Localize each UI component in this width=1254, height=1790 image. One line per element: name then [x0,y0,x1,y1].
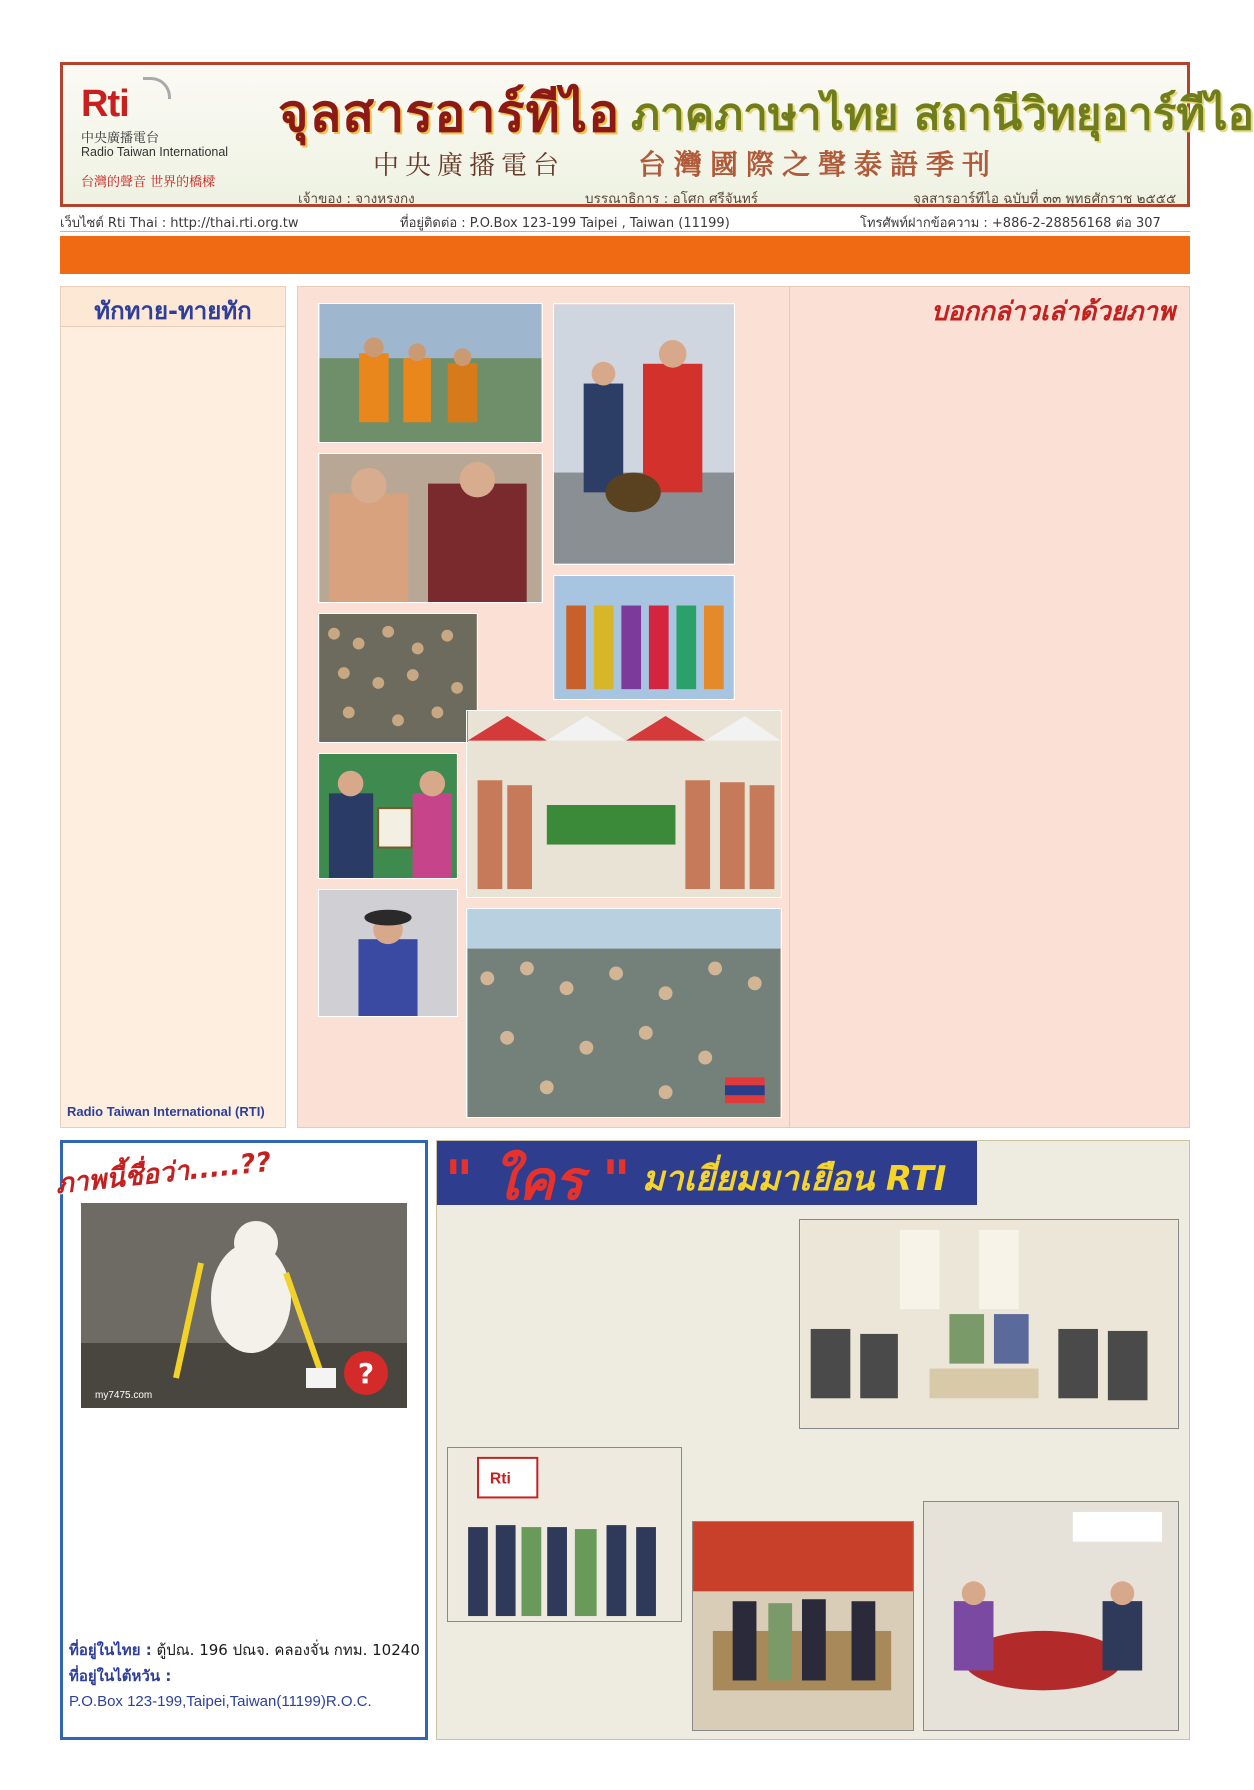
dog-with-broom-photo [81,1203,407,1408]
visitors-heading-quote: " ใคร " [445,1149,631,1212]
issue-label: จุลสารอาร์ทีไอ ฉบับที่ ๓๓ พุทธศักราช ๒๕๕๕ [913,191,1177,207]
photo-certificate [318,753,458,879]
photo-gong-ceremony [553,303,735,565]
editor-label: บรรณาธิการ : อโศก ศรีจันทร์ [585,191,759,207]
photo-watermark: my7475.com [95,1390,153,1401]
chinese-publication-name: 台灣國際之聲泰語季刊 [638,148,999,181]
contact-bar [60,210,1190,232]
photo-water-splash [466,908,782,1118]
masthead [60,62,1254,207]
signal-waves-icon [143,77,171,99]
logo-slogan: 台灣的聲音 世界的橋樑 [81,175,216,190]
photo-meeting-room [799,1219,1179,1429]
photo-collage [297,286,790,1128]
chinese-station-name: 中央廣播電台 [373,151,566,181]
accent-bar [60,236,1190,274]
greeting-signature: Radio Taiwan International (RTI) [67,1104,265,1119]
station-sign-logo: Rti [489,1470,511,1488]
photo-woman-with-hat [318,889,458,1017]
photo-recording-studio [923,1501,1179,1731]
website-link[interactable]: เว็บไซต์ Rti Thai : http://thai.rti.org.tw [60,216,299,231]
photo-group-at-station [447,1447,682,1622]
section-title: ภาคภาษาไทย สถานีวิทยุอาร์ทีไอ [631,89,1254,140]
question-mark-icon: ? [357,1357,375,1390]
taiwan-address-label: ที่อยู่ในไต้หวัน : [69,1667,172,1685]
taiwan-address: P.O.Box 123-199,Taipei,Taiwan(11199)R.O.C. [69,1693,372,1710]
photo-beauty-contest [553,575,735,700]
visitors-heading [437,1141,977,1212]
postal-address: ที่อยู่ติดต่อ : P.O.Box 123-199 Taipei , Taiwan (11199) [400,216,730,231]
logo-text: Rti [81,83,129,125]
photo-monks-alms [318,303,543,443]
mailing-addresses [69,1637,423,1715]
photo-story-column [790,286,1190,1128]
visitors-heading-text: มาเยี่ยมมาเยือน RTI [642,1159,947,1199]
greeting-heading: ทักทาย-ทายทัก [61,287,285,327]
logo-chinese-name: 中央廣播電台 [81,131,160,146]
photo-history-room [692,1521,914,1731]
photo-water-blessing [318,453,543,603]
photo-group-banner [466,710,782,898]
thai-address: ตู้ปณ. 196 ปณจ. คลองจั่น กทม. 10240 [156,1641,420,1659]
masthead-meta [63,185,1187,207]
photo-story-heading: บอกกล่าวเล่าด้วยภาพ [931,297,1175,327]
photo-contest-panel [54,1140,428,1740]
greeting-column [60,286,286,1128]
owner-label: เจ้าของ : จางหรงกง [298,191,415,207]
photo-contest-title: ภาพนี้ชื่อว่า.....?? [54,1146,273,1201]
visitors-panel [436,1140,1190,1740]
phone-number: โทรศัพท์ฝากข้อความ : +886-2-28856168 ต่อ 307 [860,216,1161,231]
publication-title: จุลสารอาร์ทีไอ [278,83,621,144]
photo-crowd [318,613,478,743]
thai-address-label: ที่อยู่ในไทย : [69,1641,152,1659]
logo-english-name: Radio Taiwan International [81,145,229,159]
